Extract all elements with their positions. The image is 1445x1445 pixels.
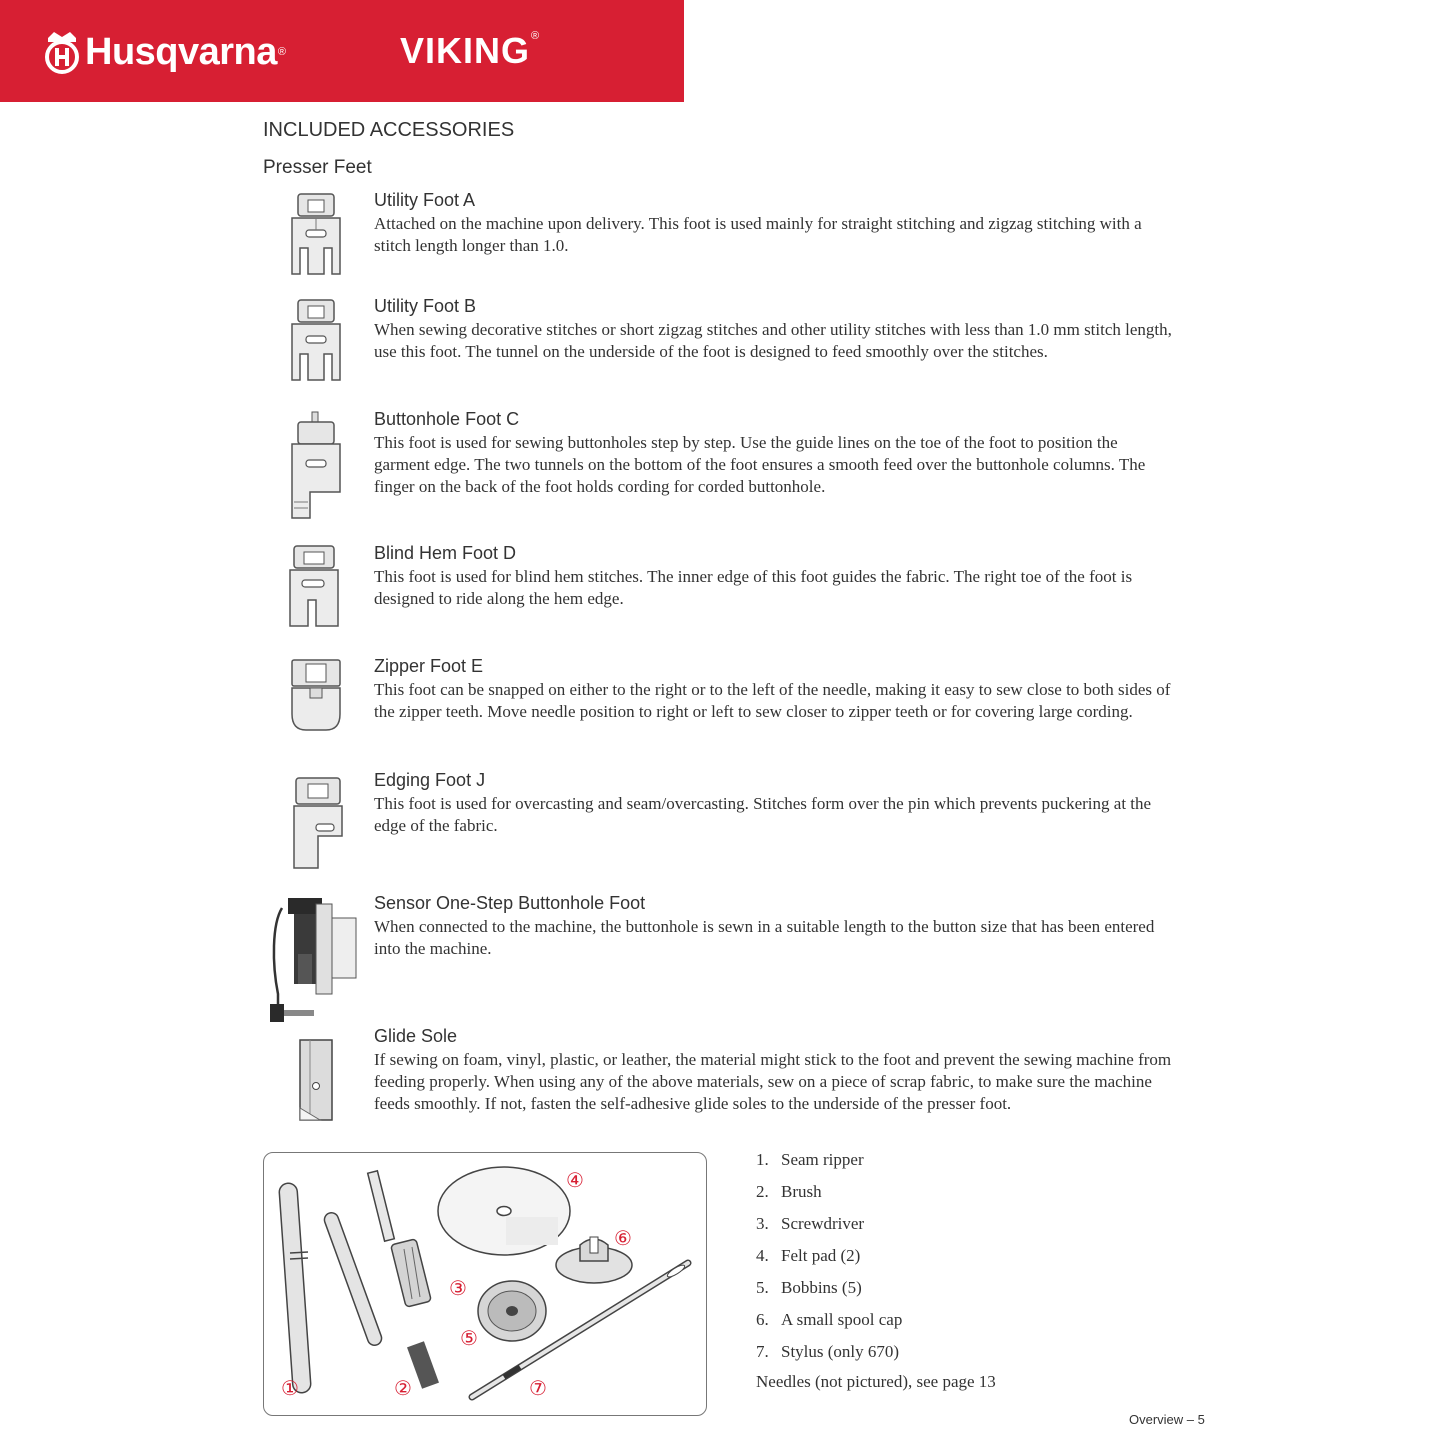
section-title: INCLUDED ACCESSORIES: [263, 119, 515, 141]
list-item: [756, 1148, 902, 1180]
registered-mark: ®: [531, 30, 541, 42]
callout-3: ③: [449, 1276, 467, 1300]
foot-description: Attached on the machine upon delivery. This foot is used mainly for straight stitching and zigzag stitching with a stitch length longer than 1.0.: [374, 214, 1142, 255]
foot-entry-utility-b: [374, 294, 1174, 363]
list-label: Brush: [781, 1182, 822, 1201]
husqvarna-crown-icon: [42, 30, 82, 74]
foot-entry-edging-j: [374, 768, 1174, 837]
callout-2: ②: [394, 1376, 412, 1400]
list-number: 3.: [756, 1214, 769, 1233]
foot-description: When connected to the machine, the buttonhole is sewn in a suitable length to the button size that has been entered into the machine.: [374, 917, 1155, 958]
list-number: 1.: [756, 1150, 769, 1169]
callout-6: ⑥: [614, 1226, 632, 1250]
glide-sole-icon: [298, 1038, 334, 1122]
foot-entry-buttonhole-c: [374, 407, 1174, 498]
list-label: Stylus (only 670): [781, 1342, 900, 1361]
zipper-foot-e-icon: [290, 658, 342, 734]
list-number: 5.: [756, 1278, 769, 1297]
list-number: 6.: [756, 1310, 769, 1329]
felt-pad-icon: [438, 1167, 570, 1255]
list-label: Seam ripper: [781, 1150, 864, 1169]
sensor-buttonhole-foot-icon: [268, 894, 360, 1028]
buttonhole-foot-c-icon: [288, 410, 344, 522]
husqvarna-logo: [42, 28, 286, 76]
list-number: 7.: [756, 1342, 769, 1361]
foot-title: Buttonhole Foot C: [374, 409, 520, 429]
list-item: [756, 1308, 902, 1340]
screwdriver-icon: [368, 1171, 432, 1307]
page-footer: Overview – 5: [1129, 1412, 1205, 1427]
foot-description: If sewing on foam, vinyl, plastic, or leather, the material might stick to the foot and prevent the sewing machine from feeding properly. When using any of the above materials, sew on a piece of scrap fabric, to make sure the machine feeds smoothly. If not, fasten the self-adhesive glide soles to the underside of the presser foot.: [374, 1050, 1172, 1113]
accessories-illustration: [263, 1152, 707, 1416]
list-number: 4.: [756, 1246, 769, 1265]
list-item: [756, 1276, 902, 1308]
accessories-drawing: [264, 1153, 708, 1417]
foot-title: Blind Hem Foot D: [374, 543, 517, 563]
bobbin-icon: [478, 1281, 546, 1341]
foot-entry-blind-hem-d: [374, 541, 1174, 610]
foot-entry-sensor-buttonhole: [374, 891, 1174, 960]
foot-title: Sensor One-Step Buttonhole Foot: [374, 893, 646, 913]
callout-1: ①: [281, 1376, 299, 1400]
needles-note: Needles (not pictured), see page 13: [756, 1372, 996, 1391]
foot-entry-glide-sole: [374, 1024, 1174, 1115]
foot-title: Edging Foot J: [374, 770, 486, 790]
callout-7: ⑦: [529, 1376, 547, 1400]
utility-foot-a-icon: [288, 192, 344, 278]
brand-header: [0, 0, 684, 102]
husqvarna-wordmark: Husqvarna: [85, 30, 277, 73]
foot-description: When sewing decorative stitches or short zigzag stitches and other utility stitches with less than 1.0 mm stitch length, use this foot. The tunnel on the underside of the foot is designed to feed smoothly over the stitches.: [374, 320, 1172, 361]
list-label: Bobbins (5): [781, 1278, 862, 1297]
list-item: [756, 1244, 902, 1276]
foot-title: Glide Sole: [374, 1026, 458, 1046]
list-label: Screwdriver: [781, 1214, 865, 1233]
list-item: [756, 1180, 902, 1212]
callout-5: ⑤: [460, 1326, 478, 1350]
viking-wordmark: VIKING: [400, 30, 531, 71]
edging-foot-j-icon: [290, 776, 346, 872]
seam-ripper-icon: [279, 1183, 312, 1394]
list-label: A small spool cap: [781, 1310, 903, 1329]
registered-mark: ®: [277, 46, 286, 58]
foot-entry-utility-a: [374, 188, 1174, 257]
subsection-title: Presser Feet: [263, 157, 372, 178]
list-number: 2.: [756, 1182, 769, 1201]
list-item: [756, 1212, 902, 1244]
foot-title: Zipper Foot E: [374, 656, 484, 676]
list-item: [756, 1340, 902, 1372]
foot-entry-zipper-e: [374, 654, 1174, 723]
foot-description: This foot is used for sewing buttonholes step by step. Use the guide lines on the toe of the foot to position the garment edge. The two tunnels on the bottom of the foot ensures a smooth feed over the buttonhole columns. The finger on the back of the foot holds cording for corded buttonhole.: [374, 433, 1146, 496]
viking-logo: [400, 30, 540, 72]
blind-hem-foot-d-icon: [286, 544, 342, 630]
foot-description: This foot can be snapped on either to the right or to the left of the needle, making it easy to sew close to both sides of the zipper teeth. Move needle position to right or left to sew closer to zipper teeth or for covering large cording.: [374, 680, 1171, 721]
utility-foot-b-icon: [288, 298, 344, 384]
foot-description: This foot is used for blind hem stitches. The inner edge of this foot guides the fabric. The right toe of the foot is designed to ride along the hem edge.: [374, 567, 1133, 608]
foot-title: Utility Foot B: [374, 296, 477, 316]
foot-description: This foot is used for overcasting and seam/overcasting. Stitches form over the pin which prevents puckering at the edge of the fabric.: [374, 794, 1152, 835]
foot-title: Utility Foot A: [374, 190, 476, 210]
accessories-list: [756, 1148, 902, 1372]
callout-4: ④: [566, 1168, 584, 1192]
list-label: Felt pad (2): [781, 1246, 861, 1265]
